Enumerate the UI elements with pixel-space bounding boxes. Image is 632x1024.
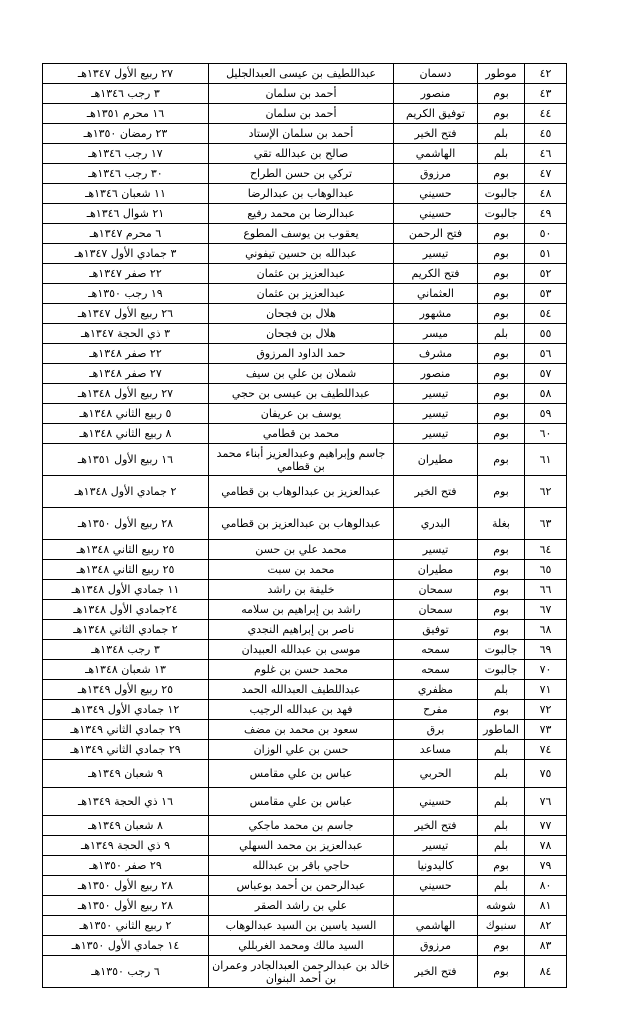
registration-date-cell: ٩ ذي الحجة ١٣٤٩هـ (43, 836, 209, 856)
owner-name-cell: هلال بن فجحان (209, 304, 394, 324)
vessel-type-cell: بوم (478, 304, 525, 324)
ship-name-cell: مظفري (394, 680, 478, 700)
vessel-type-cell: سنبوك (478, 916, 525, 936)
registration-date-cell: ٩ شعبان ١٣٤٩هـ (43, 760, 209, 788)
ship-name-cell: تيسير (394, 424, 478, 444)
vessel-type-cell: بلم (478, 740, 525, 760)
ship-name-cell: سمحه (394, 640, 478, 660)
vessel-type-cell: بوم (478, 540, 525, 560)
table-row (43, 660, 567, 680)
vessel-type-cell: بوم (478, 284, 525, 304)
ship-name-cell: منصور (394, 364, 478, 384)
vessel-type-cell: بوم (478, 620, 525, 640)
table-row (43, 896, 567, 916)
table-row (43, 640, 567, 660)
ship-name-cell: سمحان (394, 600, 478, 620)
vessel-type-cell: بوم (478, 84, 525, 104)
table-row (43, 856, 567, 876)
registration-date-cell: ٢٢ صفر ١٣٤٨هـ (43, 344, 209, 364)
ship-name-cell: فتح الخير (394, 124, 478, 144)
row-number-cell: ٧٤ (525, 740, 567, 760)
owner-name-cell: صالح بن عبدالله تقي (209, 144, 394, 164)
vessel-type-cell: جالبوت (478, 640, 525, 660)
ship-name-cell: فتح الرحمن (394, 224, 478, 244)
owner-name-cell: عبداللطيف بن عيسى العبدالجليل (209, 64, 394, 84)
row-number-cell: ٦٦ (525, 580, 567, 600)
owner-name-cell: سعود بن محمد بن مضف (209, 720, 394, 740)
ship-name-cell (394, 896, 478, 916)
registration-date-cell: ٦ رجب ١٣٥٠هـ (43, 956, 209, 988)
registration-date-cell: ٢١ شوال ١٣٤٦هـ (43, 204, 209, 224)
vessel-type-cell: بوم (478, 856, 525, 876)
registration-date-cell: ٣ ذي الحجة ١٣٤٧هـ (43, 324, 209, 344)
row-number-cell: ٧٣ (525, 720, 567, 740)
vessel-type-cell: بوم (478, 700, 525, 720)
ship-name-cell: ميسر (394, 324, 478, 344)
ship-name-cell: تيسير (394, 244, 478, 264)
vessel-type-cell: بلم (478, 124, 525, 144)
ship-name-cell: البدري (394, 508, 478, 540)
vessel-type-cell: جالبوت (478, 660, 525, 680)
ship-name-cell: فتح الكريم (394, 264, 478, 284)
row-number-cell: ٧٢ (525, 700, 567, 720)
registration-date-cell: ٢ جمادي الأول ١٣٤٨هـ (43, 476, 209, 508)
table-row (43, 184, 567, 204)
row-number-cell: ٥٤ (525, 304, 567, 324)
ship-name-cell: تيسير (394, 404, 478, 424)
owner-name-cell: عباس بن علي مقامس (209, 760, 394, 788)
registration-date-cell: ١٤ جمادي الأول ١٣٥٠هـ (43, 936, 209, 956)
owner-name-cell: أحمد بن سلمان الإستاد (209, 124, 394, 144)
owner-name-cell: حاجي باقر بن عبدالله (209, 856, 394, 876)
row-number-cell: ٥٣ (525, 284, 567, 304)
vessel-type-cell: بغلة (478, 508, 525, 540)
vessel-type-cell: بوم (478, 164, 525, 184)
vessel-type-cell: بلم (478, 836, 525, 856)
ship-name-cell: كاليدونيا (394, 856, 478, 876)
ship-name-cell: فتح الخير (394, 816, 478, 836)
vessel-type-cell: بوم (478, 560, 525, 580)
ship-name-cell: مشرف (394, 344, 478, 364)
ship-name-cell: حسيني (394, 204, 478, 224)
vessel-type-cell: بوم (478, 404, 525, 424)
ship-register-table (42, 63, 567, 988)
owner-name-cell: عبدالرضا بن محمد رفيع (209, 204, 394, 224)
vessel-type-cell: بوم (478, 224, 525, 244)
registration-date-cell: ١٢ جمادي الأول ١٣٤٩هـ (43, 700, 209, 720)
row-number-cell: ٧٦ (525, 788, 567, 816)
ship-name-cell: سمحه (394, 660, 478, 680)
owner-name-cell: علي بن راشد الصقر (209, 896, 394, 916)
table-row (43, 720, 567, 740)
registration-date-cell: ٢٧ ربيع الأول ١٣٤٨هـ (43, 384, 209, 404)
row-number-cell: ٤٢ (525, 64, 567, 84)
owner-name-cell: محمد علي بن حسن (209, 540, 394, 560)
registration-date-cell: ٣ رجب ١٣٤٦هـ (43, 84, 209, 104)
owner-name-cell: محمد بن سبت (209, 560, 394, 580)
table-row (43, 508, 567, 540)
vessel-type-cell: الماطور (478, 720, 525, 740)
row-number-cell: ٤٩ (525, 204, 567, 224)
table-row (43, 104, 567, 124)
registration-date-cell: ٣ جمادي الأول ١٣٤٧هـ (43, 244, 209, 264)
row-number-cell: ٦١ (525, 444, 567, 476)
registration-date-cell: ١٦ ربيع الأول ١٣٥١هـ (43, 444, 209, 476)
owner-name-cell: يوسف بن عريفان (209, 404, 394, 424)
table-row (43, 816, 567, 836)
table-row (43, 364, 567, 384)
ship-name-cell: حسيني (394, 184, 478, 204)
ship-name-cell: مفرح (394, 700, 478, 720)
vessel-type-cell: بلم (478, 760, 525, 788)
registration-date-cell: ١٩ رجب ١٣٥٠هـ (43, 284, 209, 304)
registration-date-cell: ٨ شعبان ١٣٤٩هـ (43, 816, 209, 836)
row-number-cell: ٤٧ (525, 164, 567, 184)
row-number-cell: ٦٩ (525, 640, 567, 660)
table-row (43, 424, 567, 444)
row-number-cell: ٧٧ (525, 816, 567, 836)
vessel-type-cell: بوم (478, 936, 525, 956)
row-number-cell: ٦٨ (525, 620, 567, 640)
registration-date-cell: ١٣ شعبان ١٣٤٨هـ (43, 660, 209, 680)
table-row (43, 836, 567, 856)
table-row (43, 224, 567, 244)
owner-name-cell: تركي بن حسن الطراح (209, 164, 394, 184)
table-row (43, 876, 567, 896)
vessel-type-cell: بوم (478, 600, 525, 620)
row-number-cell: ٧٥ (525, 760, 567, 788)
row-number-cell: ٤٨ (525, 184, 567, 204)
owner-name-cell: جاسم وإبراهيم وعبدالعزيز أبناء محمد بن قطامي (209, 444, 394, 476)
owner-name-cell: حسن بن علي الوزان (209, 740, 394, 760)
owner-name-cell: عباس بن علي مقامس (209, 788, 394, 816)
table-row (43, 164, 567, 184)
table-row (43, 264, 567, 284)
registration-date-cell: ٢٦ ربيع الأول ١٣٤٧هـ (43, 304, 209, 324)
owner-name-cell: محمد حسن بن غلوم (209, 660, 394, 680)
table-row (43, 64, 567, 84)
ship-name-cell: مرزوق (394, 164, 478, 184)
row-number-cell: ٨٢ (525, 916, 567, 936)
registration-date-cell: ٢٤جمادي الأول ١٣٤٨هـ (43, 600, 209, 620)
owner-name-cell: جاسم بن محمد ماجكي (209, 816, 394, 836)
table-row (43, 788, 567, 816)
vessel-type-cell: موطور (478, 64, 525, 84)
row-number-cell: ٦٢ (525, 476, 567, 508)
registration-date-cell: ٢ جمادي الثاني ١٣٤٨هـ (43, 620, 209, 640)
table-row (43, 620, 567, 640)
row-number-cell: ٥١ (525, 244, 567, 264)
row-number-cell: ٥٩ (525, 404, 567, 424)
registration-date-cell: ٢٧ ربيع الأول ١٣٤٧هـ (43, 64, 209, 84)
table-row (43, 956, 567, 988)
ship-name-cell: الهاشمي (394, 916, 478, 936)
owner-name-cell: فهد بن عبدالله الرجيب (209, 700, 394, 720)
owner-name-cell: أحمد بن سلمان (209, 84, 394, 104)
row-number-cell: ٥٢ (525, 264, 567, 284)
row-number-cell: ٦٤ (525, 540, 567, 560)
row-number-cell: ٧٨ (525, 836, 567, 856)
table-row (43, 324, 567, 344)
row-number-cell: ٧٠ (525, 660, 567, 680)
registration-date-cell: ٢٧ صفر ١٣٤٨هـ (43, 364, 209, 384)
vessel-type-cell: بلم (478, 816, 525, 836)
row-number-cell: ٥٧ (525, 364, 567, 384)
owner-name-cell: يعقوب بن يوسف المطوع (209, 224, 394, 244)
registration-date-cell: ٣ رجب ١٣٤٨هـ (43, 640, 209, 660)
vessel-type-cell: بوم (478, 104, 525, 124)
registration-date-cell: ٢٢ صفر ١٣٤٧هـ (43, 264, 209, 284)
ship-name-cell: توفيق الكريم (394, 104, 478, 124)
owner-name-cell: شملان بن علي بن سيف (209, 364, 394, 384)
owner-name-cell: عبدالعزيز بن عثمان (209, 284, 394, 304)
owner-name-cell: السيد ياسين بن السيد عبدالوهاب (209, 916, 394, 936)
row-number-cell: ٤٦ (525, 144, 567, 164)
vessel-type-cell: شوشه (478, 896, 525, 916)
ship-name-cell: فتح الخير (394, 476, 478, 508)
table-row (43, 124, 567, 144)
table-body (43, 64, 567, 988)
owner-name-cell: محمد بن قطامي (209, 424, 394, 444)
vessel-type-cell: بوم (478, 444, 525, 476)
registration-date-cell: ٢٥ ربيع الثاني ١٣٤٨هـ (43, 560, 209, 580)
vessel-type-cell: بوم (478, 580, 525, 600)
ship-name-cell: فتح الخير (394, 956, 478, 988)
owner-name-cell: أحمد بن سلمان (209, 104, 394, 124)
ship-name-cell: مرزوق (394, 936, 478, 956)
owner-name-cell: هلال بن فجحان (209, 324, 394, 344)
table-row (43, 916, 567, 936)
table-row (43, 476, 567, 508)
owner-name-cell: راشد بن إبراهيم بن سلامه (209, 600, 394, 620)
owner-name-cell: عبدالوهاب بن عبدالعزيز بن قطامي (209, 508, 394, 540)
vessel-type-cell: بوم (478, 344, 525, 364)
table-row (43, 84, 567, 104)
registration-date-cell: ١٦ محرم ١٣٥١هـ (43, 104, 209, 124)
vessel-type-cell: بوم (478, 476, 525, 508)
row-number-cell: ٥٦ (525, 344, 567, 364)
vessel-type-cell: بلم (478, 788, 525, 816)
registration-date-cell: ١١ جمادي الأول ١٣٤٨هـ (43, 580, 209, 600)
ship-name-cell: منصور (394, 84, 478, 104)
owner-name-cell: عبدالله بن حسين تيفوني (209, 244, 394, 264)
vessel-type-cell: بوم (478, 264, 525, 284)
owner-name-cell: موسى بن عبدالله العبيدان (209, 640, 394, 660)
row-number-cell: ٥٠ (525, 224, 567, 244)
owner-name-cell: عبدالعزيز بن عبدالوهاب بن قطامي (209, 476, 394, 508)
registration-date-cell: ٢ ربيع الثاني ١٣٥٠هـ (43, 916, 209, 936)
row-number-cell: ٨٤ (525, 956, 567, 988)
ship-name-cell: حسيني (394, 788, 478, 816)
registration-date-cell: ٣٠ رجب ١٣٤٦هـ (43, 164, 209, 184)
vessel-type-cell: بوم (478, 244, 525, 264)
ship-name-cell: تيسير (394, 540, 478, 560)
table-row (43, 204, 567, 224)
registration-date-cell: ٦ محرم ١٣٤٧هـ (43, 224, 209, 244)
row-number-cell: ٨١ (525, 896, 567, 916)
ship-name-cell: مشهور (394, 304, 478, 324)
table-row (43, 244, 567, 264)
vessel-type-cell: جالبوت (478, 204, 525, 224)
row-number-cell: ٥٨ (525, 384, 567, 404)
registration-date-cell: ١١ شعبان ١٣٤٦هـ (43, 184, 209, 204)
table-row (43, 284, 567, 304)
registration-date-cell: ٢٨ ربيع الأول ١٣٥٠هـ (43, 896, 209, 916)
ship-name-cell: سمحان (394, 580, 478, 600)
table-row (43, 700, 567, 720)
owner-name-cell: ناصر بن إبراهيم النجدي (209, 620, 394, 640)
owner-name-cell: السيد مالك ومحمد الغربللي (209, 936, 394, 956)
table-row (43, 936, 567, 956)
table-row (43, 760, 567, 788)
ship-name-cell: دسمان (394, 64, 478, 84)
table-row (43, 740, 567, 760)
row-number-cell: ٦٣ (525, 508, 567, 540)
row-number-cell: ٧١ (525, 680, 567, 700)
owner-name-cell: عبدالوهاب بن عبدالرضا (209, 184, 394, 204)
vessel-type-cell: بلم (478, 324, 525, 344)
vessel-type-cell: بلم (478, 680, 525, 700)
table-row (43, 304, 567, 324)
row-number-cell: ٤٥ (525, 124, 567, 144)
registration-date-cell: ٥ ربيع الثاني ١٣٤٨هـ (43, 404, 209, 424)
vessel-type-cell: بوم (478, 364, 525, 384)
vessel-type-cell: بلم (478, 144, 525, 164)
table-row (43, 444, 567, 476)
ship-name-cell: الهاشمي (394, 144, 478, 164)
ship-name-cell: الحربي (394, 760, 478, 788)
row-number-cell: ٧٩ (525, 856, 567, 876)
row-number-cell: ٦٠ (525, 424, 567, 444)
ship-name-cell: العثماني (394, 284, 478, 304)
registration-date-cell: ٢٥ ربيع الثاني ١٣٤٨هـ (43, 540, 209, 560)
registration-date-cell: ٢٣ رمضان ١٣٥٠هـ (43, 124, 209, 144)
table-row (43, 680, 567, 700)
registration-date-cell: ٢٨ ربيع الأول ١٣٥٠هـ (43, 508, 209, 540)
registration-date-cell: ٢٩ جمادي الثاني ١٣٤٩هـ (43, 740, 209, 760)
vessel-type-cell: جالبوت (478, 184, 525, 204)
registration-date-cell: ٢٩ صفر ١٣٥٠هـ (43, 856, 209, 876)
table-row (43, 580, 567, 600)
owner-name-cell: عبداللطيف العبدالله الحمد (209, 680, 394, 700)
vessel-type-cell: بلم (478, 876, 525, 896)
owner-name-cell: خليفة بن راشد (209, 580, 394, 600)
table-row (43, 404, 567, 424)
ship-name-cell: برق (394, 720, 478, 740)
vessel-type-cell: بوم (478, 424, 525, 444)
registration-date-cell: ٢٨ ربيع الأول ١٣٥٠هـ (43, 876, 209, 896)
registration-date-cell: ٢٥ ربيع الأول ١٣٤٩هـ (43, 680, 209, 700)
row-number-cell: ٦٧ (525, 600, 567, 620)
row-number-cell: ٤٤ (525, 104, 567, 124)
table-row (43, 344, 567, 364)
owner-name-cell: عبدالعزيز بن عثمان (209, 264, 394, 284)
ship-name-cell: مساعد (394, 740, 478, 760)
ship-name-cell: تيسير (394, 836, 478, 856)
row-number-cell: ٨٠ (525, 876, 567, 896)
registration-date-cell: ٨ ربيع الثاني ١٣٤٨هـ (43, 424, 209, 444)
owner-name-cell: عبداللطيف بن عيسى بن حجي (209, 384, 394, 404)
ship-name-cell: مطيران (394, 444, 478, 476)
vessel-type-cell: بوم (478, 384, 525, 404)
owner-name-cell: حمد الداود المرزوق (209, 344, 394, 364)
ship-name-cell: حسيني (394, 876, 478, 896)
row-number-cell: ٦٥ (525, 560, 567, 580)
vessel-type-cell: بوم (478, 956, 525, 988)
owner-name-cell: عبدالرحمن بن أحمد بوعباس (209, 876, 394, 896)
row-number-cell: ٤٣ (525, 84, 567, 104)
registration-date-cell: ١٦ ذي الحجة ١٣٤٩هـ (43, 788, 209, 816)
registration-date-cell: ٢٩ جمادي الثاني ١٣٤٩هـ (43, 720, 209, 740)
table-row (43, 560, 567, 580)
owner-name-cell: خالد بن عبدالرحمن العبدالجادر وعمران بن أحمد البنوان (209, 956, 394, 988)
ship-name-cell: توفيق (394, 620, 478, 640)
ship-name-cell: تيسير (394, 384, 478, 404)
table-row (43, 600, 567, 620)
table-row (43, 384, 567, 404)
row-number-cell: ٥٥ (525, 324, 567, 344)
registration-date-cell: ١٧ رجب ١٣٤٦هـ (43, 144, 209, 164)
table-row (43, 144, 567, 164)
owner-name-cell: عبدالعزيز بن محمد السهلي (209, 836, 394, 856)
table-row (43, 540, 567, 560)
ship-name-cell: مطيران (394, 560, 478, 580)
row-number-cell: ٨٣ (525, 936, 567, 956)
